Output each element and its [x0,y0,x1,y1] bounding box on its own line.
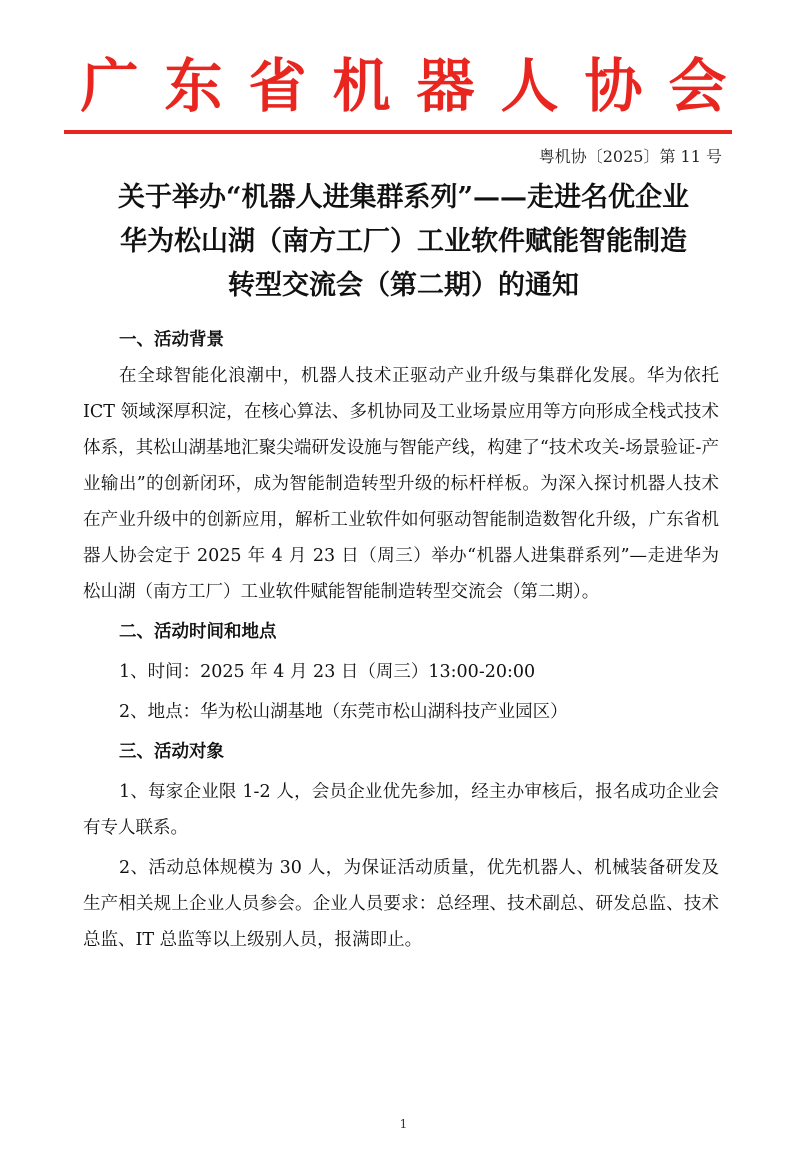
section-heading-background: 一、活动背景 [119,330,224,350]
page-number: 1 [399,1117,408,1131]
title-line-2: 华为松山湖（南方工厂）工业软件赋能智能制造 [120,226,687,257]
section-heading-time-place: 二、活动时间和地点 [119,622,277,642]
background-paragraph: 在全球智能化浪潮中，机器人技术正驱动产业升级与集群化发展。华为依托 ICT 领域深厚积淀，在核心算法、多机协同及工业场景应用等方向形成全栈式技术体系，其松山湖基地汇聚尖端研发设施与智能产线，构建了“技术攻关-场景验证-产业输出”的创新闭环，成为智能制造转型升级的标杆样板。为深入探讨机器人技术在产业升级中的创新应用，解析工业软件如何驱动智能制造数智化升级，广东省机器人协会定于 2025 年 4 月 23 日（周三）举办“机器人进集群系列”—走进华为松山湖（南方工厂）工业软件赋能智能制造转型交流会（第二期）。 [83,366,719,602]
document-body [83,322,719,958]
audience-item-1: 1、每家企业限 1-2 人，会员企业优先参加，经主办审核后，报名成功企业会有专人联系。 [83,782,719,838]
title-line-1: 关于举办“机器人进集群系列”——走进名优企业 [117,182,690,213]
letterhead-divider [64,130,732,134]
event-time: 1、时间：2025 年 4 月 23 日（周三）13:00-20:00 [119,662,536,682]
document-title [0,176,807,308]
event-place: 2、地点：华为松山湖基地（东莞市松山湖科技产业园区） [119,702,568,722]
document-number: 粤机协〔2025〕第 11 号 [538,147,722,166]
title-line-3: 转型交流会（第二期）的通知 [228,270,579,301]
organization-letterhead: 广东省机器人协会 [80,52,753,120]
audience-item-2: 2、活动总体规模为 30 人，为保证活动质量，优先机器人、机械装备研发及生产相关规上企业人员参会。企业人员要求：总经理、技术副总、研发总监、技术总监、IT 总监等以上级别人员，报满即止。 [83,858,719,950]
section-heading-audience: 三、活动对象 [119,742,224,762]
